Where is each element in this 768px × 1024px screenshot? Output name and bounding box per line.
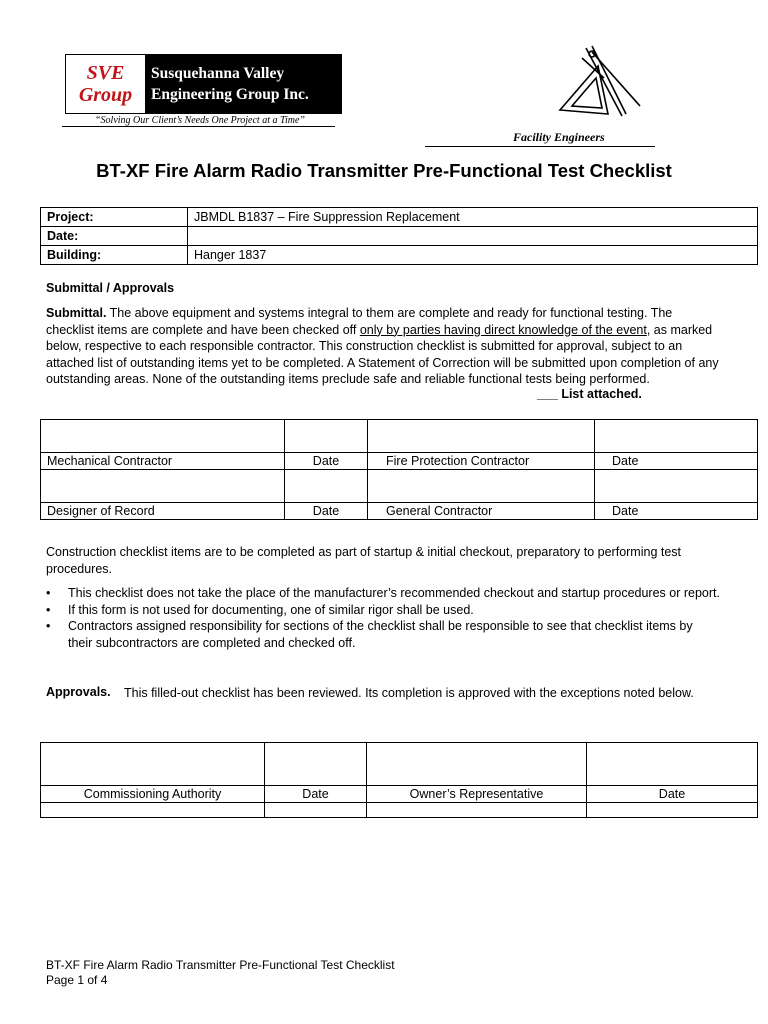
date-label: Date xyxy=(285,503,368,520)
date-label: Date xyxy=(587,786,758,803)
approval-signature-table xyxy=(40,742,758,818)
signature-cell xyxy=(587,803,758,818)
signature-row xyxy=(41,470,758,503)
signature-cell xyxy=(41,803,265,818)
building-value: Hanger 1837 xyxy=(188,246,758,265)
notes-list xyxy=(46,585,720,651)
logo-line2: Group xyxy=(78,84,133,106)
submittal-lead: Submittal. xyxy=(46,306,107,320)
signer-label: Fire Protection Contractor xyxy=(368,453,595,470)
page-footer xyxy=(46,958,395,988)
footer-title: BT-XF Fire Alarm Radio Transmitter Pre-Functional Test Checklist xyxy=(46,958,395,972)
page-title: BT-XF Fire Alarm Radio Transmitter Pre-Functional Test Checklist xyxy=(96,160,672,181)
signature-cell xyxy=(368,470,595,503)
project-label: Project: xyxy=(41,208,188,227)
page-number: Page 1 of 4 xyxy=(46,973,108,987)
signature-label-row xyxy=(41,503,758,520)
letterhead-rule xyxy=(62,126,335,127)
table-row xyxy=(41,246,758,265)
project-info-table xyxy=(40,207,758,265)
checklist-intro: Construction checklist items are to be completed as part of startup & initial checkout, preparatory to performing test procedures. xyxy=(46,545,682,576)
checklist-notes xyxy=(46,585,720,651)
logo-company-name xyxy=(145,55,341,113)
signature-cell xyxy=(367,743,587,786)
submittal-paragraph xyxy=(46,305,722,388)
date-label: Date xyxy=(285,453,368,470)
list-item: • Contractors assigned responsibility for sections of the checklist shall be responsible to see that checklist items by their subcontractors are completed and checked off. xyxy=(46,618,720,651)
signature-cell xyxy=(265,743,367,786)
signature-label-row xyxy=(41,786,758,803)
list-attached-label: ___ List attached. xyxy=(537,387,642,401)
contractor-signature-table xyxy=(40,419,758,520)
project-value: JBMDL B1837 – Fire Suppression Replacement xyxy=(188,208,758,227)
logo-sve-mark xyxy=(66,55,145,113)
table-row xyxy=(41,208,758,227)
submittal-text1: The above equipment and systems integral to them are complete and ready for functional testing. The checklist items are complete and have been checked off xyxy=(46,306,673,337)
building-label: Building: xyxy=(41,246,188,265)
list-item: • This checklist does not take the place of the manufacturer’s recommended checkout and startup procedures or report. xyxy=(46,585,720,602)
signer-label: Commissioning Authority xyxy=(41,786,265,803)
signer-label: Designer of Record xyxy=(41,503,285,520)
signature-cell xyxy=(285,420,368,453)
list-item: • If this form is not used for documenting, one of similar rigor shall be used. xyxy=(46,602,720,619)
submittal-text2: , as marked below, respective to each responsible contractor. This construction checklist is submitted for approval, subject to an attached list of outstanding items yet to be completed. A Statement of Correction will be submitted upon completion of any outstanding areas. None of the outstanding items preclude safe and reliable functional tests being performed. xyxy=(46,322,719,386)
signature-cell xyxy=(368,420,595,453)
signature-row xyxy=(41,803,758,818)
signature-cell xyxy=(285,470,368,503)
signature-row xyxy=(41,420,758,453)
signer-label: Mechanical Contractor xyxy=(41,453,285,470)
date-label: Date xyxy=(265,786,367,803)
signature-cell xyxy=(41,420,285,453)
signature-row xyxy=(41,743,758,786)
approvals-text: This filled-out checklist has been reviewed. Its completion is approved with the exceptions noted below. xyxy=(124,686,694,700)
signature-cell xyxy=(595,420,758,453)
signer-label: General Contractor xyxy=(368,503,595,520)
signature-cell xyxy=(265,803,367,818)
signature-cell xyxy=(41,470,285,503)
division-label: Facility Engineers xyxy=(513,130,605,144)
signature-label-row xyxy=(41,453,758,470)
date-value xyxy=(188,227,758,246)
section-heading: Submittal / Approvals xyxy=(46,281,175,295)
company-logo xyxy=(65,54,342,114)
signature-cell xyxy=(41,743,265,786)
drafting-tools-icon xyxy=(552,44,648,124)
approvals-lead: Approvals. xyxy=(46,685,111,699)
date-label: Date xyxy=(595,453,758,470)
company-line1: Susquehanna Valley xyxy=(151,65,285,82)
submittal-underlined: only by parties having direct knowledge of the event xyxy=(359,322,647,337)
company-line2: Engineering Group Inc. xyxy=(151,86,309,103)
date-label: Date xyxy=(595,503,758,520)
signature-cell xyxy=(595,470,758,503)
signer-label: Owner’s Representative xyxy=(367,786,587,803)
table-row xyxy=(41,227,758,246)
company-tagline: “Solving Our Client’s Needs One Project at a Time” xyxy=(95,115,305,126)
signature-cell xyxy=(587,743,758,786)
date-label: Date: xyxy=(41,227,188,246)
signature-cell xyxy=(367,803,587,818)
logo-line1: SVE xyxy=(86,62,125,84)
facility-rule xyxy=(425,146,655,147)
